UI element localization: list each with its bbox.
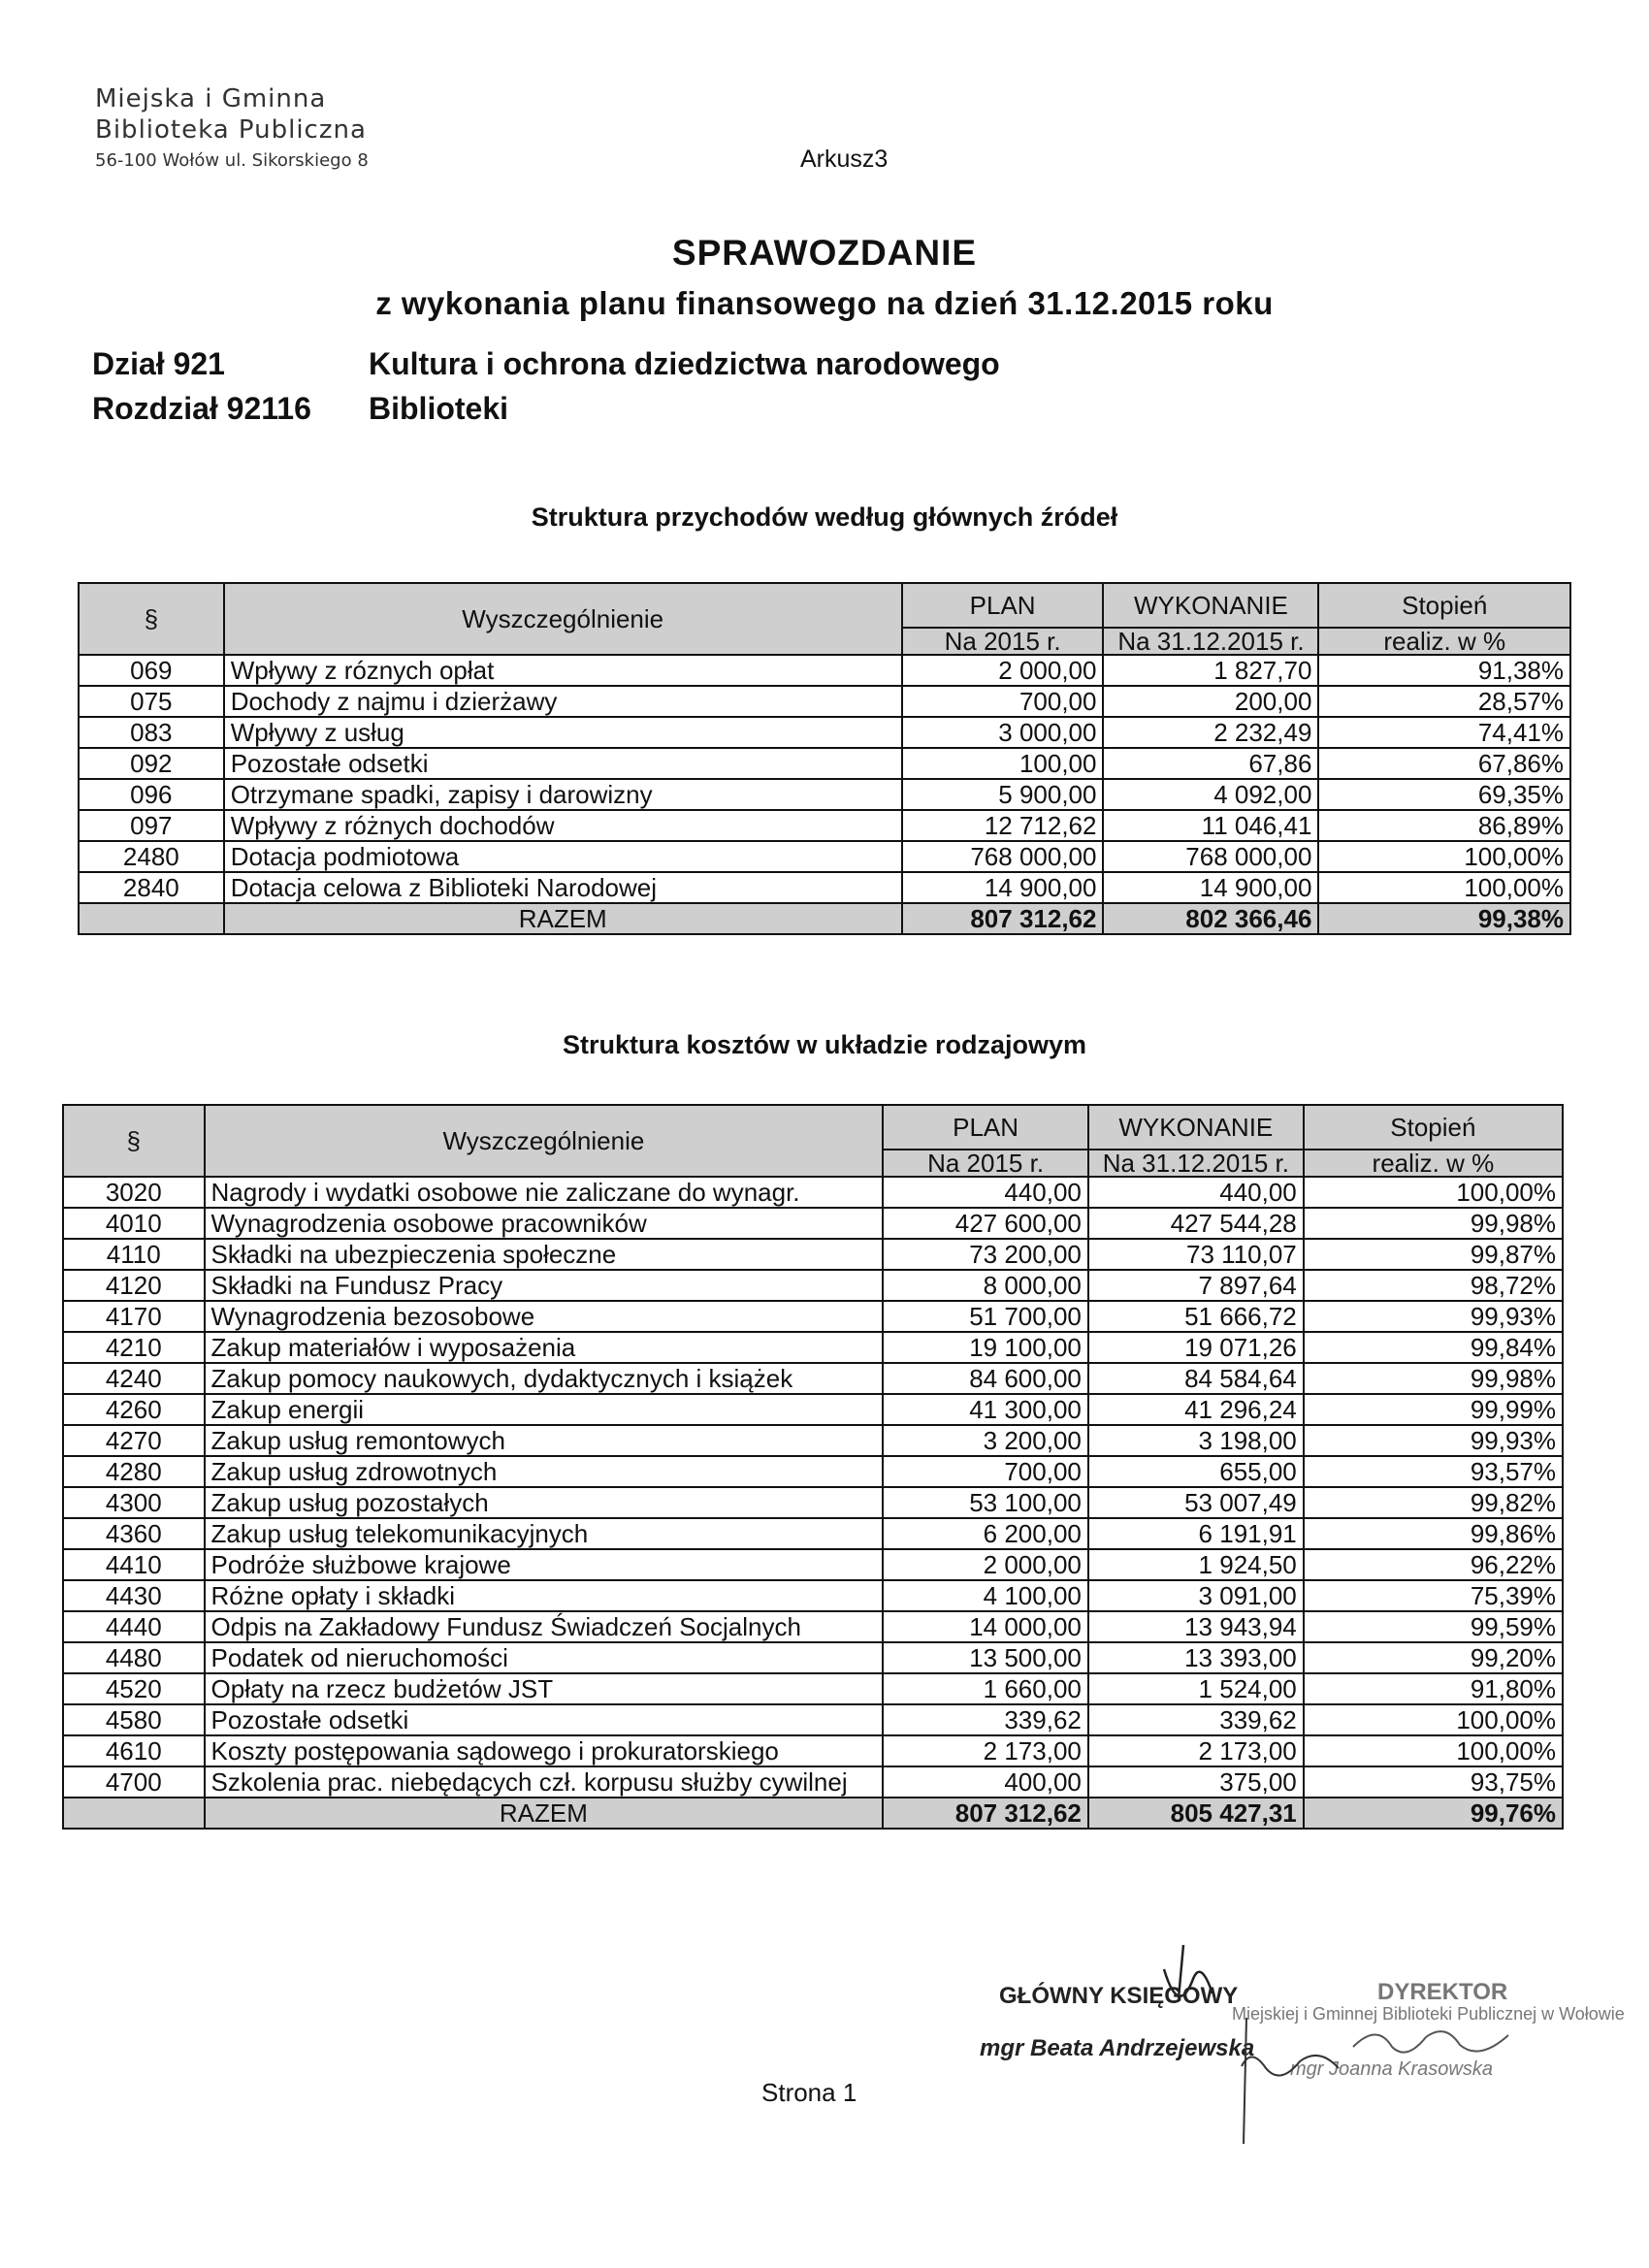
plan-cell: 5 900,00 <box>902 779 1104 810</box>
description-cell: Podróże służbowe krajowe <box>205 1549 884 1580</box>
plan-cell: 768 000,00 <box>902 841 1104 872</box>
description-cell: Dochody z najmu i dzierżawy <box>224 686 902 717</box>
description-cell: Zakup pomocy naukowych, dydaktycznych i książek <box>205 1363 884 1394</box>
header-description: Wyszczególnienie <box>224 583 902 655</box>
paragraph-cell: 4610 <box>63 1735 205 1766</box>
execution-cell: 51 666,72 <box>1088 1301 1304 1332</box>
institution-stamp <box>95 83 369 177</box>
description-cell: Składki na Fundusz Pracy <box>205 1270 884 1301</box>
table-row <box>63 1363 1563 1394</box>
percent-cell: 99,20% <box>1304 1642 1563 1673</box>
percent-cell: 100,00% <box>1304 1704 1563 1735</box>
description-cell: Wpływy z róznych opłat <box>224 655 902 686</box>
description-cell: Zakup usług pozostałych <box>205 1487 884 1518</box>
percent-cell: 100,00% <box>1304 1177 1563 1208</box>
header-execution: WYKONANIE <box>1088 1105 1304 1150</box>
plan-cell: 3 000,00 <box>902 717 1104 748</box>
stamp-line-2: Biblioteka Publiczna <box>95 115 367 145</box>
table-row <box>63 1580 1563 1611</box>
header-execution: WYKONANIE <box>1103 583 1318 628</box>
description-cell: Podatek od nieruchomości <box>205 1642 884 1673</box>
table-row <box>63 1642 1563 1673</box>
paragraph-cell: 096 <box>79 779 224 810</box>
description-cell: Pozostałe odsetki <box>205 1704 884 1735</box>
table-row <box>63 1735 1563 1766</box>
execution-cell: 1 524,00 <box>1088 1673 1304 1704</box>
percent-cell: 96,22% <box>1304 1549 1563 1580</box>
execution-cell: 3 091,00 <box>1088 1580 1304 1611</box>
dzial-name: Kultura i ochrona dziedzictwa narodowego <box>369 346 1000 381</box>
income-heading: Struktura przychodów według głównych źródeł <box>531 502 1118 532</box>
stamp-line-1: Miejska i Gminna <box>95 84 327 113</box>
description-cell: Otrzymane spadki, zapisy i darowizny <box>224 779 902 810</box>
table-row <box>79 655 1570 686</box>
paragraph-cell: 4110 <box>63 1239 205 1270</box>
plan-cell: 2 173,00 <box>883 1735 1088 1766</box>
total-plan: 807 312,62 <box>902 903 1104 934</box>
description-cell: Pozostałe odsetki <box>224 748 902 779</box>
total-blank-cell <box>63 1798 205 1829</box>
execution-cell: 19 071,26 <box>1088 1332 1304 1363</box>
plan-cell: 53 100,00 <box>883 1487 1088 1518</box>
paragraph-cell: 4360 <box>63 1518 205 1549</box>
paragraph-cell: 4520 <box>63 1673 205 1704</box>
header-percent-sub: realiz. w % <box>1304 1150 1563 1177</box>
description-cell: Zakup materiałów i wyposażenia <box>205 1332 884 1363</box>
execution-cell: 375,00 <box>1088 1766 1304 1798</box>
percent-cell: 86,89% <box>1318 810 1570 841</box>
signature-flourish <box>1232 2008 1348 2154</box>
paragraph-cell: 075 <box>79 686 224 717</box>
paragraph-cell: 4010 <box>63 1208 205 1239</box>
document-title: SPRAWOZDANIE <box>671 233 978 273</box>
percent-cell: 98,72% <box>1304 1270 1563 1301</box>
costs-heading: Struktura kosztów w układzie rodzajowym <box>562 1030 1087 1059</box>
plan-cell: 700,00 <box>902 686 1104 717</box>
total-row <box>63 1798 1563 1829</box>
percent-cell: 100,00% <box>1318 872 1570 903</box>
execution-cell: 7 897,64 <box>1088 1270 1304 1301</box>
total-row <box>79 903 1570 934</box>
header-plan-sub: Na 2015 r. <box>883 1150 1088 1177</box>
execution-cell: 655,00 <box>1088 1456 1304 1487</box>
description-cell: Zakup usług zdrowotnych <box>205 1456 884 1487</box>
percent-cell: 75,39% <box>1304 1580 1563 1611</box>
description-cell: Szkolenia prac. niebędących czł. korpusu służby cywilnej <box>205 1766 884 1798</box>
execution-cell: 41 296,24 <box>1088 1394 1304 1425</box>
document-subtitle: z wykonania planu finansowego na dzień 31.12.2015 roku <box>375 285 1274 321</box>
table-row <box>63 1394 1563 1425</box>
header-description: Wyszczególnienie <box>205 1105 884 1177</box>
director-name: mgr Joanna Krasowska <box>1290 2058 1493 2080</box>
percent-cell: 99,82% <box>1304 1487 1563 1518</box>
plan-cell: 440,00 <box>883 1177 1088 1208</box>
accountant-title: GŁÓWNY KSIĘGOWY <box>999 1983 1239 2009</box>
table-row <box>63 1270 1563 1301</box>
table-row <box>79 779 1570 810</box>
table-row <box>63 1766 1563 1798</box>
paragraph-cell: 092 <box>79 748 224 779</box>
percent-cell: 74,41% <box>1318 717 1570 748</box>
table-row <box>79 717 1570 748</box>
percent-cell: 99,87% <box>1304 1239 1563 1270</box>
percent-cell: 91,38% <box>1318 655 1570 686</box>
description-cell: Nagrody i wydatki osobowe nie zaliczane do wynagr. <box>205 1177 884 1208</box>
table-row <box>63 1301 1563 1332</box>
plan-cell: 14 000,00 <box>883 1611 1088 1642</box>
rozdzial-name: Biblioteki <box>369 391 509 426</box>
plan-cell: 84 600,00 <box>883 1363 1088 1394</box>
paragraph-cell: 2840 <box>79 872 224 903</box>
paragraph-cell: 097 <box>79 810 224 841</box>
description-cell: Odpis na Zakładowy Fundusz Świadczeń Socjalnych <box>205 1611 884 1642</box>
classification-names <box>369 341 1000 431</box>
total-label: RAZEM <box>224 903 902 934</box>
accountant-name: mgr Beata Andrzejewska <box>980 2035 1255 2061</box>
header-execution-sub: Na 31.12.2015 r. <box>1088 1150 1304 1177</box>
plan-cell: 8 000,00 <box>883 1270 1088 1301</box>
percent-cell: 99,93% <box>1304 1301 1563 1332</box>
execution-cell: 3 198,00 <box>1088 1425 1304 1456</box>
percent-cell: 99,86% <box>1304 1518 1563 1549</box>
paragraph-cell: 4300 <box>63 1487 205 1518</box>
header-execution-sub: Na 31.12.2015 r. <box>1103 628 1318 655</box>
table-row <box>63 1456 1563 1487</box>
table-row <box>63 1487 1563 1518</box>
header-paragraph: § <box>79 583 224 655</box>
accountant-signature <box>1125 1940 1232 2057</box>
description-cell: Różne opłaty i składki <box>205 1580 884 1611</box>
total-plan: 807 312,62 <box>883 1798 1088 1829</box>
execution-cell: 13 393,00 <box>1088 1642 1304 1673</box>
description-cell: Zakup energii <box>205 1394 884 1425</box>
plan-cell: 339,62 <box>883 1704 1088 1735</box>
description-cell: Dotacja podmiotowa <box>224 841 902 872</box>
income-table <box>78 582 1571 935</box>
plan-cell: 51 700,00 <box>883 1301 1088 1332</box>
sheet-label: Arkusz3 <box>800 146 889 173</box>
total-execution: 802 366,46 <box>1103 903 1318 934</box>
paragraph-cell: 4280 <box>63 1456 205 1487</box>
table-row <box>63 1239 1563 1270</box>
table-row <box>63 1611 1563 1642</box>
percent-cell: 93,75% <box>1304 1766 1563 1798</box>
percent-cell: 91,80% <box>1304 1673 1563 1704</box>
plan-cell: 2 000,00 <box>902 655 1104 686</box>
header-plan: PLAN <box>883 1105 1088 1150</box>
paragraph-cell: 4170 <box>63 1301 205 1332</box>
execution-cell: 440,00 <box>1088 1177 1304 1208</box>
execution-cell: 6 191,91 <box>1088 1518 1304 1549</box>
director-institution: Miejskiej i Gminnej Biblioteki Publicznej w Wołowie <box>1232 2004 1625 2024</box>
plan-cell: 100,00 <box>902 748 1104 779</box>
table-row <box>79 872 1570 903</box>
paragraph-cell: 4120 <box>63 1270 205 1301</box>
execution-cell: 1 827,70 <box>1103 655 1318 686</box>
description-cell: Koszty postępowania sądowego i prokuratorskiego <box>205 1735 884 1766</box>
paragraph-cell: 3020 <box>63 1177 205 1208</box>
execution-cell: 67,86 <box>1103 748 1318 779</box>
total-label: RAZEM <box>205 1798 884 1829</box>
percent-cell: 99,59% <box>1304 1611 1563 1642</box>
stamp-address: 56-100 Wołów ul. Sikorskiego 8 <box>95 150 369 171</box>
execution-cell: 11 046,41 <box>1103 810 1318 841</box>
percent-cell: 100,00% <box>1304 1735 1563 1766</box>
execution-cell: 427 544,28 <box>1088 1208 1304 1239</box>
paragraph-cell: 4580 <box>63 1704 205 1735</box>
total-execution: 805 427,31 <box>1088 1798 1304 1829</box>
plan-cell: 6 200,00 <box>883 1518 1088 1549</box>
paragraph-cell: 4480 <box>63 1642 205 1673</box>
paragraph-cell: 4410 <box>63 1549 205 1580</box>
paragraph-cell: 2480 <box>79 841 224 872</box>
table-row <box>63 1673 1563 1704</box>
plan-cell: 1 660,00 <box>883 1673 1088 1704</box>
execution-cell: 53 007,49 <box>1088 1487 1304 1518</box>
percent-cell: 99,98% <box>1304 1363 1563 1394</box>
description-cell: Zakup usług telekomunikacyjnych <box>205 1518 884 1549</box>
page-number: Strona 1 <box>761 2078 857 2107</box>
table-row <box>63 1177 1563 1208</box>
table-row <box>63 1549 1563 1580</box>
table-row <box>79 810 1570 841</box>
total-blank-cell <box>79 903 224 934</box>
header-percent: Stopień <box>1304 1105 1563 1150</box>
plan-cell: 41 300,00 <box>883 1394 1088 1425</box>
description-cell: Składki na ubezpieczenia społeczne <box>205 1239 884 1270</box>
percent-cell: 69,35% <box>1318 779 1570 810</box>
plan-cell: 2 000,00 <box>883 1549 1088 1580</box>
table-row <box>63 1704 1563 1735</box>
description-cell: Wynagrodzenia osobowe pracowników <box>205 1208 884 1239</box>
paragraph-cell: 4210 <box>63 1332 205 1363</box>
table-row <box>79 748 1570 779</box>
director-title: DYREKTOR <box>1377 1979 1508 2005</box>
header-paragraph: § <box>63 1105 205 1177</box>
execution-cell: 2 173,00 <box>1088 1735 1304 1766</box>
paragraph-cell: 4440 <box>63 1611 205 1642</box>
description-cell: Wpływy z różnych dochodów <box>224 810 902 841</box>
percent-cell: 99,98% <box>1304 1208 1563 1239</box>
percent-cell: 28,57% <box>1318 686 1570 717</box>
paragraph-cell: 4270 <box>63 1425 205 1456</box>
table-row <box>63 1518 1563 1549</box>
header-plan-sub: Na 2015 r. <box>902 628 1104 655</box>
rozdzial-label: Rozdział 92116 <box>92 391 311 426</box>
percent-cell: 93,57% <box>1304 1456 1563 1487</box>
header-percent-sub: realiz. w % <box>1318 628 1570 655</box>
percent-cell: 99,84% <box>1304 1332 1563 1363</box>
description-cell: Wpływy z usług <box>224 717 902 748</box>
description-cell: Opłaty na rzecz budżetów JST <box>205 1673 884 1704</box>
execution-cell: 200,00 <box>1103 686 1318 717</box>
execution-cell: 4 092,00 <box>1103 779 1318 810</box>
execution-cell: 84 584,64 <box>1088 1363 1304 1394</box>
dzial-label: Dział 921 <box>92 346 225 381</box>
execution-cell: 13 943,94 <box>1088 1611 1304 1642</box>
header-plan: PLAN <box>902 583 1104 628</box>
percent-cell: 100,00% <box>1318 841 1570 872</box>
plan-cell: 19 100,00 <box>883 1332 1088 1363</box>
paragraph-cell: 4430 <box>63 1580 205 1611</box>
classification-labels <box>92 341 311 431</box>
execution-cell: 339,62 <box>1088 1704 1304 1735</box>
percent-cell: 67,86% <box>1318 748 1570 779</box>
plan-cell: 13 500,00 <box>883 1642 1088 1673</box>
header-percent: Stopień <box>1318 583 1570 628</box>
plan-cell: 427 600,00 <box>883 1208 1088 1239</box>
paragraph-cell: 083 <box>79 717 224 748</box>
total-percent: 99,38% <box>1318 903 1570 934</box>
paragraph-cell: 4260 <box>63 1394 205 1425</box>
description-cell: Dotacja celowa z Biblioteki Narodowej <box>224 872 902 903</box>
execution-cell: 768 000,00 <box>1103 841 1318 872</box>
paragraph-cell: 069 <box>79 655 224 686</box>
description-cell: Zakup usług remontowych <box>205 1425 884 1456</box>
costs-table <box>62 1104 1564 1830</box>
table-row <box>63 1425 1563 1456</box>
plan-cell: 12 712,62 <box>902 810 1104 841</box>
table-row <box>79 686 1570 717</box>
total-percent: 99,76% <box>1304 1798 1563 1829</box>
execution-cell: 2 232,49 <box>1103 717 1318 748</box>
plan-cell: 700,00 <box>883 1456 1088 1487</box>
paragraph-cell: 4240 <box>63 1363 205 1394</box>
execution-cell: 73 110,07 <box>1088 1239 1304 1270</box>
plan-cell: 73 200,00 <box>883 1239 1088 1270</box>
paragraph-cell: 4700 <box>63 1766 205 1798</box>
plan-cell: 3 200,00 <box>883 1425 1088 1456</box>
plan-cell: 400,00 <box>883 1766 1088 1798</box>
percent-cell: 99,99% <box>1304 1394 1563 1425</box>
description-cell: Wynagrodzenia bezosobowe <box>205 1301 884 1332</box>
plan-cell: 4 100,00 <box>883 1580 1088 1611</box>
table-row <box>63 1208 1563 1239</box>
table-row <box>79 841 1570 872</box>
percent-cell: 99,93% <box>1304 1425 1563 1456</box>
execution-cell: 1 924,50 <box>1088 1549 1304 1580</box>
plan-cell: 14 900,00 <box>902 872 1104 903</box>
table-row <box>63 1332 1563 1363</box>
director-signature <box>1348 2018 1513 2066</box>
execution-cell: 14 900,00 <box>1103 872 1318 903</box>
